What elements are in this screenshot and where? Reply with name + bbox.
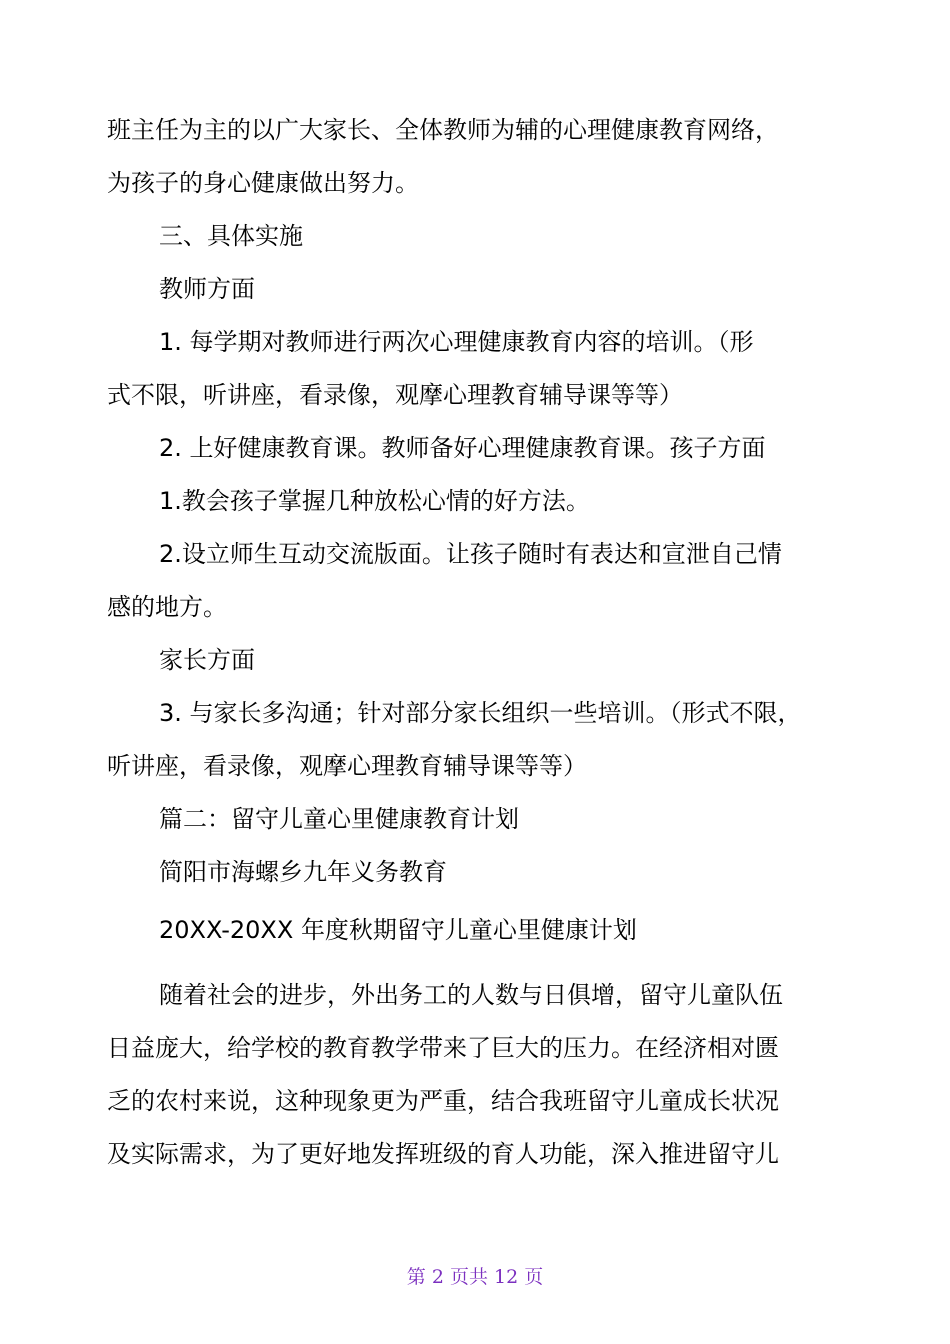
text-line-12: 3. 与家长多沟通；针对部分家长组织一些培训。（形式不限，: [159, 699, 802, 727]
plan-title-line: 20XX-20XX 年度秋期留守儿童心里健康计划: [159, 916, 637, 944]
chapter-heading-part-two: 篇二：留守儿童心里健康教育计划: [159, 805, 519, 833]
text-line-9: 2.设立师生互动交流版面。让孩子随时有表达和宣泄自己情: [159, 540, 782, 568]
text-line-8: 1.教会孩子掌握几种放松心情的好方法。: [159, 487, 590, 515]
text-line-6: 式不限，听讲座，看录像，观摩心理教育辅导课等等）: [107, 381, 683, 409]
text-line-19: 乏的农村来说，这种现象更为严重，结合我班留守儿童成长状况: [107, 1087, 779, 1115]
section-heading-implementation: 三、具体实施: [159, 222, 303, 250]
text-line-17: 随着社会的进步，外出务工的人数与日俱增，留守儿童队伍: [159, 981, 783, 1009]
school-name-line: 简阳市海螺乡九年义务教育: [159, 858, 447, 886]
subheading-teachers: 教师方面: [159, 275, 255, 303]
text-line-20: 及实际需求，为了更好地发挥班级的育人功能，深入推进留守儿: [107, 1140, 779, 1168]
subheading-parents: 家长方面: [159, 646, 255, 674]
text-line-10: 感的地方。: [107, 593, 227, 621]
text-line-1: 班主任为主的以广大家长、全体教师为辅的心理健康教育网络，: [107, 116, 779, 144]
text-line-13: 听讲座，看录像，观摩心理教育辅导课等等）: [107, 752, 587, 780]
text-line-5: 1. 每学期对教师进行两次心理健康教育内容的培训。（形: [159, 328, 754, 356]
text-line-7: 2. 上好健康教育课。教师备好心理健康教育课。孩子方面: [159, 434, 766, 462]
page-indicator: 第 2 页共 12 页: [406, 1266, 544, 1288]
text-line-18: 日益庞大，给学校的教育教学带来了巨大的压力。在经济相对匮: [107, 1034, 779, 1062]
text-line-2: 为孩子的身心健康做出努力。: [107, 169, 419, 197]
